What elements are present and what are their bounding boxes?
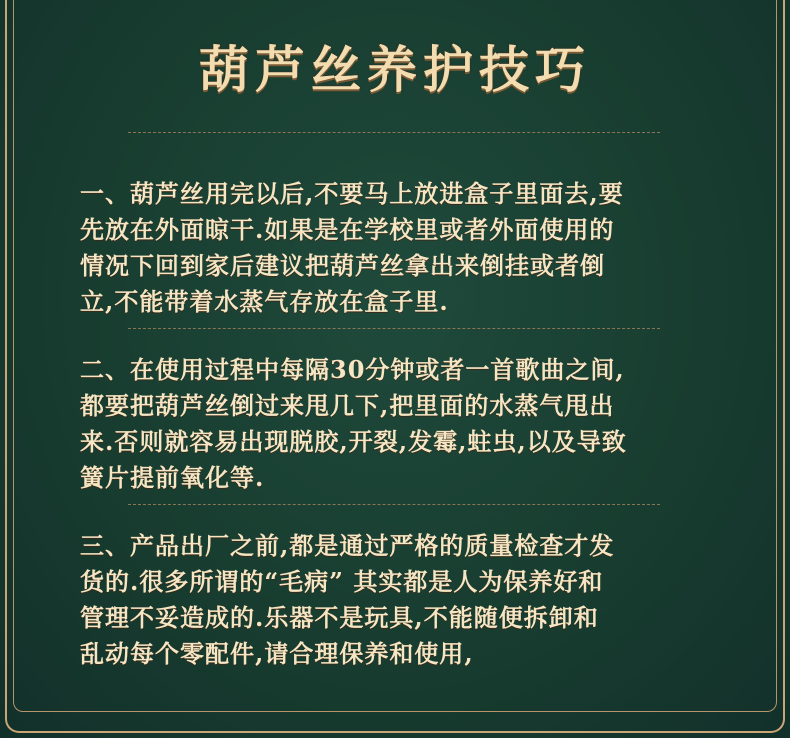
- section-3: [80, 528, 720, 672]
- section-1: [80, 176, 720, 320]
- section-2-line-3: 来.否则就容易出现脱胶,开裂,发霉,蛀虫,以及导致: [80, 427, 627, 456]
- section-1-line-1: 一、葫芦丝用完以后,不要马上放进盒子里面去,要: [80, 179, 624, 208]
- section-2: [80, 352, 720, 496]
- section-2-line-4: 簧片提前氧化等.: [80, 463, 265, 492]
- section-1-line-4: 立,不能带着水蒸气存放在盒子里.: [80, 287, 449, 316]
- divider-middle-2: [128, 504, 660, 505]
- section-3-line-1: 三、产品出厂之前,都是通过严格的质量检查才发: [80, 531, 615, 560]
- page-title: 葫芦丝养护技巧: [199, 40, 591, 99]
- divider-middle-1: [128, 328, 660, 329]
- section-2-line-1: 二、在使用过程中每隔30分钟或者一首歌曲之间,: [80, 355, 625, 384]
- section-2-line-2: 都要把葫芦丝倒过来甩几下,把里面的水蒸气甩出: [80, 391, 615, 420]
- section-1-line-3: 情况下回到家后建议把葫芦丝拿出来倒挂或者倒: [80, 251, 605, 280]
- divider-top: [128, 132, 660, 133]
- section-3-line-4: 乱动每个零配件,请合理保养和使用,: [80, 639, 474, 668]
- section-3-line-2: 货的.很多所谓的“毛病” 其实都是人为保养好和: [80, 567, 604, 596]
- section-1-line-2: 先放在外面晾干.如果是在学校里或者外面使用的: [80, 215, 615, 244]
- section-3-line-3: 管理不妥造成的.乐器不是玩具,不能随便拆卸和: [80, 603, 599, 632]
